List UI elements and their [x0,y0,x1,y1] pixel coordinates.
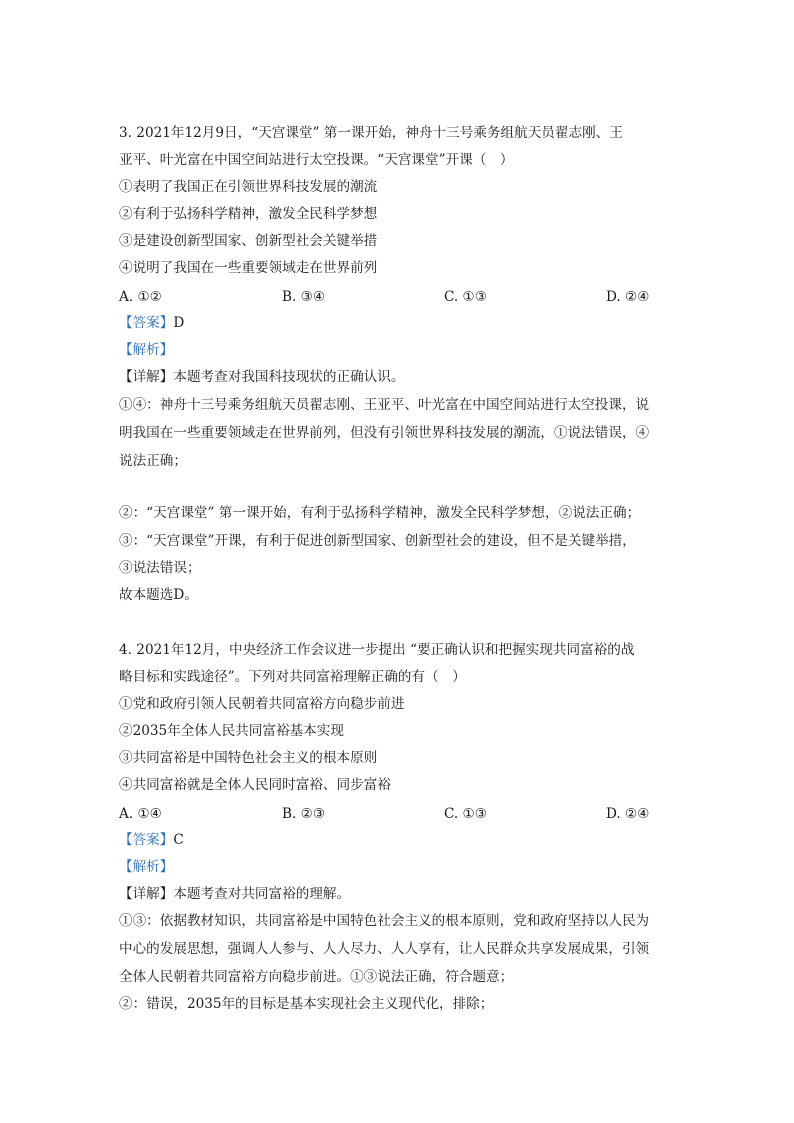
q3-explain-line-7: 故本题选D。 [119,587,198,603]
analysis-tag: 【解析】 [119,859,174,875]
detail-tag: 【详解】 [119,886,174,902]
q4-item-3: ③共同富裕是中国特色社会主义的根本原则 [119,750,378,766]
q4-stem-line-2: 略目标和实践途径”。下列对共同富裕理解正确的有（ ） [119,669,466,685]
q4-detail [119,885,350,903]
q3-item-3: ③是建设创新型国家、创新型社会关键举措 [119,233,378,249]
q4-option-b: B. ②③ [282,806,326,822]
q4-option-d: D. ②④ [606,806,650,822]
detail-text: 本题考查对共同富裕的理解。 [173,886,351,902]
q3-explain-line-5: ③：“天宫课堂”开课，有利于促进创新型国家、创新型社会的建设，但不是关键举措， [119,533,636,549]
answer-value: D [173,315,185,331]
q3-explain-line-3: 说法正确； [119,453,187,469]
q3-explain-line-1: ①④：神舟十三号乘务组航天员翟志刚、王亚平、叶光富在中国空间站进行太空投课，说 [119,397,650,413]
q4-item-2: ②2035年全体人民共同富裕基本实现 [119,723,344,739]
q3-stem-line-1: 3. 2021年12月9日，“天宫课堂” 第一课开始，神舟十三号乘务组航天员翟志刚、王 [119,125,623,141]
q4-explain-line-2: 中心的发展思想，强调人人参与、人人尽力、人人享有，让人民群众共享发展成果，引领 [119,941,650,957]
q3-analysis [119,341,173,359]
q3-option-d: D. ②④ [606,289,650,305]
q3-option-c: C. ①③ [444,289,487,305]
q4-answer [119,831,184,849]
q4-item-1: ①党和政府引领人民朝着共同富裕方向稳步前进 [119,696,405,712]
q4-explain-line-4: ②：错误，2035年的目标是基本实现社会主义现代化，排除； [119,996,494,1012]
q4-stem-line-1: 4. 2021年12月，中央经济工作会议进一步提出 “要正确认识和把握实现共同富裕的战 [119,642,635,658]
answer-value: C [173,832,184,848]
q4-explain-line-1: ①③：依据教材知识，共同富裕是中国特色社会主义的根本原则，党和政府坚持以人民为 [119,913,650,929]
q4-option-a: A. ①④ [119,806,162,822]
q3-explain-line-6: ③说法错误； [119,560,201,576]
q3-stem-line-2: 亚平、叶光富在中国空间站进行太空投课。“天宫课堂”开课（ ） [119,152,514,168]
detail-tag: 【详解】 [119,369,174,385]
q3-item-4: ④说明了我国在一些重要领域走在世界前列 [119,260,378,276]
q3-item-2: ②有利于弘扬科学精神，激发全民科学梦想 [119,206,378,222]
q3-option-b: B. ③④ [282,289,326,305]
analysis-tag: 【解析】 [119,342,174,358]
q3-explain-line-4: ②：“天宫课堂” 第一课开始，有利于弘扬科学精神，激发全民科学梦想，②说法正确； [119,505,641,521]
q3-detail [119,368,404,386]
q4-option-c: C. ①③ [444,806,487,822]
q4-item-4: ④共同富裕就是全体人民同时富裕、同步富裕 [119,777,391,793]
q4-explain-line-3: 全体人民朝着共同富裕方向稳步前进。①③说法正确，符合题意； [119,969,514,985]
answer-tag: 【答案】 [119,315,174,331]
q4-analysis [119,858,173,876]
q3-item-1: ①表明了我国正在引领世界科技发展的潮流 [119,179,378,195]
answer-tag: 【答案】 [119,832,174,848]
q3-answer [119,314,184,332]
detail-text: 本题考查对我国科技现状的正确认识。 [173,369,405,385]
q3-explain-line-2: 明我国在一些重要领域走在世界前列，但没有引领世界科技发展的潮流，①说法错误，④ [119,425,650,441]
q3-option-a: A. ①② [119,289,162,305]
